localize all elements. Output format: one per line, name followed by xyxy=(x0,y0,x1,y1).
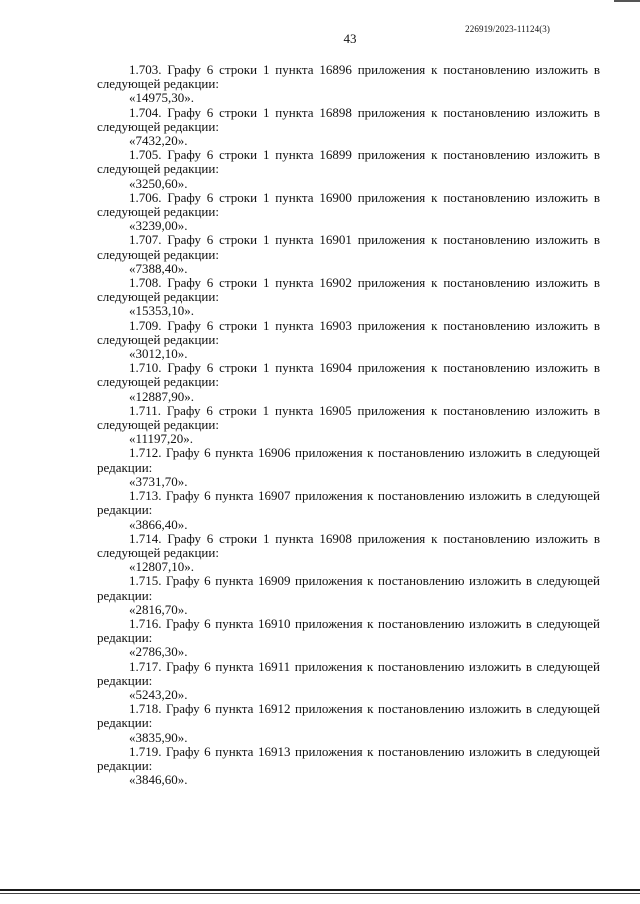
amendment-value: «11197,20». xyxy=(129,431,194,447)
amendment-value: «15353,10». xyxy=(129,303,194,319)
amendment-text: 1.705. Графу 6 строки 1 пункта 16899 приложения к постановлению изложить в следующей редакции: xyxy=(97,147,600,177)
amendment-value: «14975,30». xyxy=(129,90,194,106)
amendment-text: 1.707. Графу 6 строки 1 пункта 16901 приложения к постановлению изложить в следующей редакции: xyxy=(97,232,600,262)
amendment-text: 1.708. Графу 6 строки 1 пункта 16902 приложения к постановлению изложить в следующей редакции: xyxy=(97,275,600,305)
footer-rule-thin xyxy=(0,893,640,894)
amendment-value: «12887,90». xyxy=(129,388,194,404)
amendment-item xyxy=(97,532,600,575)
document-body xyxy=(97,63,600,787)
amendment-value: «3731,70». xyxy=(129,473,188,489)
amendment-item xyxy=(97,319,600,362)
amendment-text: 1.712. Графу 6 пункта 16906 приложения к постановлению изложить в следующей редакции: xyxy=(97,445,600,475)
amendment-item xyxy=(97,617,600,660)
amendment-text: 1.719. Графу 6 пункта 16913 приложения к постановлению изложить в следующей редакции: xyxy=(97,743,600,773)
amendment-text: 1.709. Графу 6 строки 1 пункта 16903 приложения к постановлению изложить в следующей редакции: xyxy=(97,317,600,347)
amendment-value: «3012,10». xyxy=(129,346,188,362)
amendment-item xyxy=(97,361,600,404)
footer-rule xyxy=(0,889,640,891)
amendment-text: 1.717. Графу 6 пункта 16911 приложения к постановлению изложить в следующей редакции: xyxy=(97,658,600,688)
amendment-item xyxy=(97,63,600,106)
scan-corner-mark xyxy=(614,0,640,2)
amendment-item xyxy=(97,404,600,447)
amendment-value: «3239,00». xyxy=(129,218,188,234)
amendment-value: «7388,40». xyxy=(129,260,188,276)
document-number: 226919/2023-11124(3) xyxy=(465,24,550,34)
amendment-item xyxy=(97,148,600,191)
amendment-item xyxy=(97,276,600,319)
amendment-value: «3835,90». xyxy=(129,729,188,745)
amendment-value: «2816,70». xyxy=(129,601,188,617)
amendment-text: 1.704. Графу 6 строки 1 пункта 16898 приложения к постановлению изложить в следующей редакции: xyxy=(97,104,600,134)
amendment-value: «5243,20». xyxy=(129,686,188,702)
amendment-item xyxy=(97,745,600,788)
amendment-value: «3846,60». xyxy=(129,772,188,788)
amendment-item xyxy=(97,574,600,617)
amendment-value: «12807,10». xyxy=(129,559,194,575)
amendment-text: 1.706. Графу 6 строки 1 пункта 16900 приложения к постановлению изложить в следующей редакции: xyxy=(97,189,600,220)
amendment-text: 1.718. Графу 6 пункта 16912 приложения к постановлению изложить в следующей редакции: xyxy=(97,701,600,731)
amendment-text: 1.711. Графу 6 строки 1 пункта 16905 приложения к постановлению изложить в следующей редакции: xyxy=(97,402,600,433)
amendment-item xyxy=(97,702,600,745)
amendment-value: «3866,40». xyxy=(129,516,188,532)
amendment-item xyxy=(97,191,600,234)
amendment-item xyxy=(97,233,600,276)
amendment-text: 1.703. Графу 6 строки 1 пункта 16896 приложения к постановлению изложить в следующей редакции: xyxy=(97,62,600,92)
amendment-text: 1.716. Графу 6 пункта 16910 приложения к постановлению изложить в следующей редакции: xyxy=(97,615,600,646)
amendment-value: «3250,60». xyxy=(129,175,188,191)
page-number: 43 xyxy=(343,31,357,46)
amendment-item xyxy=(97,446,600,489)
amendment-item xyxy=(97,660,600,703)
amendment-text: 1.715. Графу 6 пункта 16909 приложения к постановлению изложить в следующей редакции: xyxy=(97,573,600,603)
amendment-value: «7432,20». xyxy=(129,133,188,149)
amendment-text: 1.713. Графу 6 пункта 16907 приложения к постановлению изложить в следующей редакции: xyxy=(97,488,600,518)
amendment-item xyxy=(97,106,600,149)
amendment-text: 1.714. Графу 6 строки 1 пункта 16908 приложения к постановлению изложить в следующей редакции: xyxy=(97,530,600,560)
amendment-value: «2786,30». xyxy=(129,644,188,660)
amendment-item xyxy=(97,489,600,532)
amendment-text: 1.710. Графу 6 строки 1 пункта 16904 приложения к постановлению изложить в следующей редакции: xyxy=(97,360,600,390)
